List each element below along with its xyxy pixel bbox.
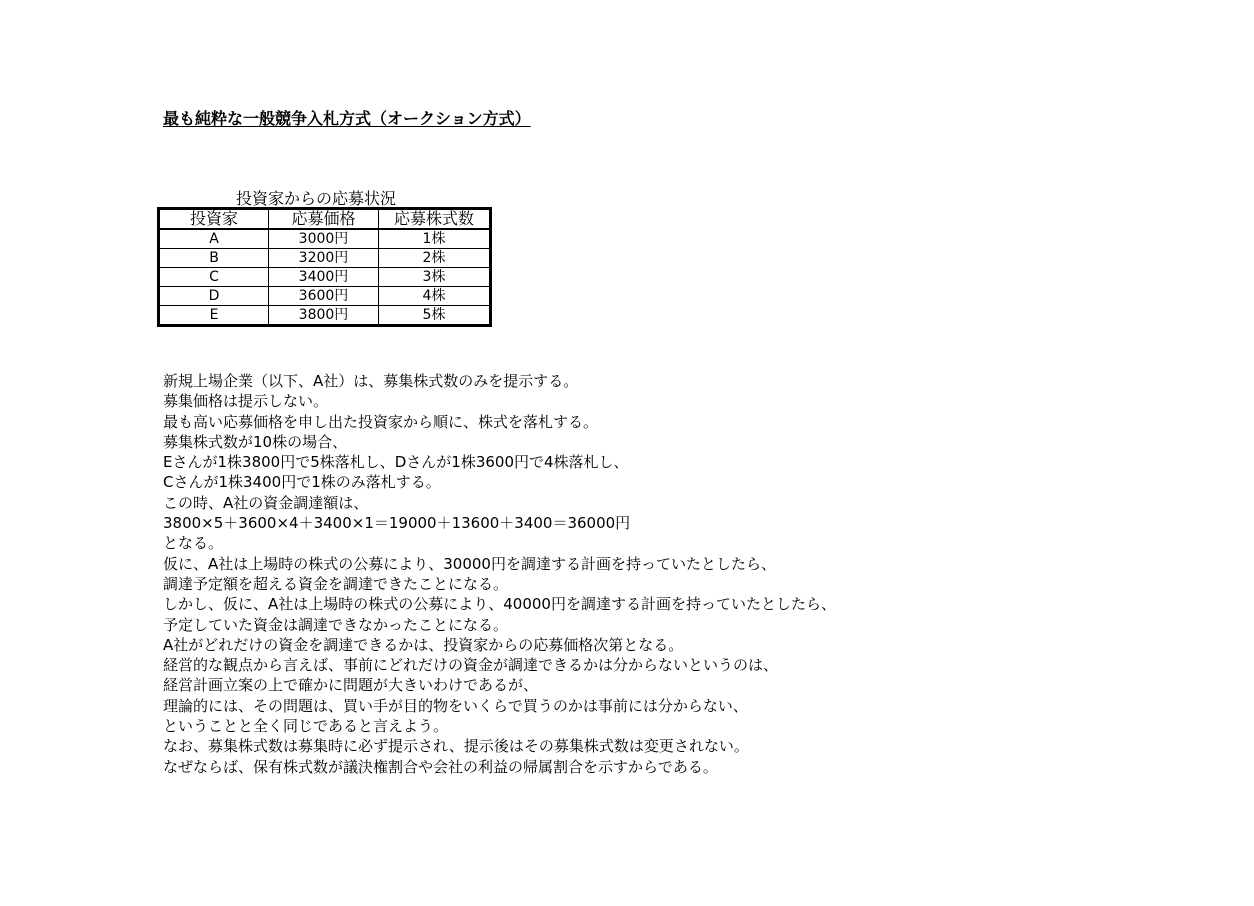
body-line: 調達予定額を超える資金を調達できたことになる。 bbox=[163, 574, 509, 593]
body-line: Cさんが1株3400円で1株のみ落札する。 bbox=[163, 473, 441, 492]
header-bid-price: 応募価格 bbox=[269, 209, 379, 230]
cell-shares: 1株 bbox=[379, 229, 491, 249]
cell-shares: 3株 bbox=[379, 268, 491, 287]
cell-investor: A bbox=[159, 229, 269, 249]
body-line: 経営計画立案の上で確かに問題が大きいわけであるが、 bbox=[163, 676, 539, 695]
table-caption: 投資家からの応募状況 bbox=[236, 189, 397, 208]
cell-price: 3200円 bbox=[269, 249, 379, 268]
cell-investor: C bbox=[159, 268, 269, 287]
body-line: 予定していた資金は調達できなかったことになる。 bbox=[163, 615, 509, 634]
cell-shares: 4株 bbox=[379, 287, 491, 306]
body-line: 仮に、A社は上場時の株式の公募により、30000円を調達する計画を持っていたとしたら、 bbox=[163, 554, 776, 573]
cell-price: 3800円 bbox=[269, 306, 379, 326]
cell-price: 3600円 bbox=[269, 287, 379, 306]
body-line: 経営的な観点から言えば、事前にどれだけの資金が調達できるかは分からないというのは、 bbox=[163, 656, 779, 675]
body-line: しかし、仮に、A社は上場時の株式の公募により、40000円を調達する計画を持っていたとしたら、 bbox=[163, 595, 836, 614]
body-line: なお、募集株式数は募集時に必ず提示され、提示後はその募集株式数は変更されない。 bbox=[163, 737, 749, 756]
header-bid-shares: 応募株式数 bbox=[379, 209, 491, 230]
body-line: 募集株式数が10株の場合、 bbox=[163, 432, 348, 451]
cell-price: 3400円 bbox=[269, 268, 379, 287]
body-line: 理論的には、その問題は、買い手が目的物をいくらで買うのかは事前には分からない、 bbox=[163, 696, 748, 715]
table-row bbox=[159, 268, 491, 287]
body-line: 3800×5＋3600×4＋3400×1＝19000＋13600＋3400＝36000円 bbox=[163, 514, 631, 533]
cell-investor: B bbox=[159, 249, 269, 268]
body-line: となる。 bbox=[163, 534, 224, 553]
body-line: ということと全く同じであると言えよう。 bbox=[163, 717, 449, 736]
body-line: なぜならば、保有株式数が議決権割合や会社の利益の帰属割合を示すからである。 bbox=[163, 757, 718, 776]
table-header-row bbox=[159, 209, 491, 230]
document-title: 最も純粋な一般競争入札方式（オークション方式） bbox=[163, 109, 531, 128]
cell-price: 3000円 bbox=[269, 229, 379, 249]
body-text bbox=[163, 371, 836, 777]
table-row bbox=[159, 287, 491, 306]
body-line: 募集価格は提示しない。 bbox=[163, 392, 329, 411]
cell-shares: 2株 bbox=[379, 249, 491, 268]
body-line: A社がどれだけの資金を調達できるかは、投資家からの応募価格次第となる。 bbox=[163, 635, 684, 654]
body-line: 新規上場企業（以下、A社）は、募集株式数のみを提示する。 bbox=[163, 372, 579, 390]
cell-shares: 5株 bbox=[379, 306, 491, 326]
table-row bbox=[159, 229, 491, 249]
body-line: Eさんが1株3800円で5株落札し、Dさんが1株3600円で4株落札し、 bbox=[163, 453, 629, 472]
table-row bbox=[159, 249, 491, 268]
body-line: 最も高い応募価格を申し出た投資家から順に、株式を落札する。 bbox=[163, 412, 599, 431]
cell-investor: D bbox=[159, 287, 269, 306]
body-line: この時、A社の資金調達額は、 bbox=[163, 493, 369, 512]
table-row bbox=[159, 306, 491, 326]
investor-table bbox=[157, 207, 492, 327]
cell-investor: E bbox=[159, 306, 269, 326]
header-investor: 投資家 bbox=[159, 209, 269, 230]
